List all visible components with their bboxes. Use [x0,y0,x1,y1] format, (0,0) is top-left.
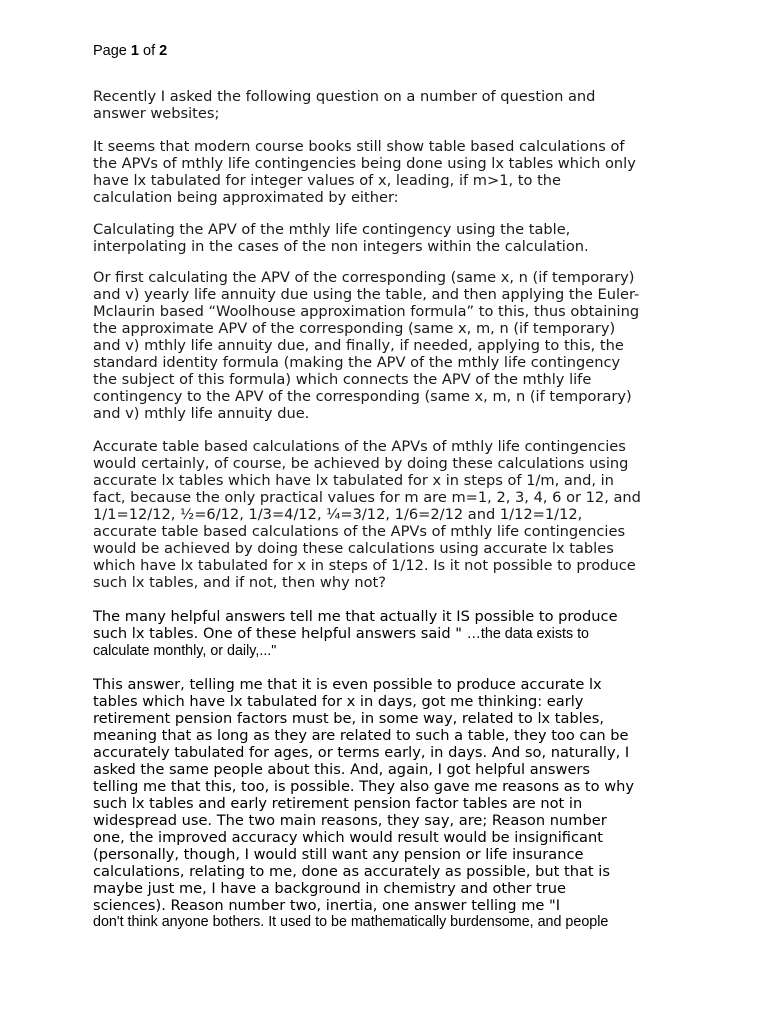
total-pages-number: 2 [159,43,168,59]
paragraph-early-retirement: This answer, telling me that it is even possible to produce accurate lx tables which have lx tabulated for x in days, got me thinking: early retirement pension factors must be, in some way, related to lx tables, meaning that as long as they are related to such a table, they too can be accurately tabulated for ages, or terms early, in days. And so, naturally, I asked the same people about this. And, again, I got helpful answers telling me that this, too, is possible. They also gave me reasons as to why such lx tables and early retirement pension factor tables are not in widespread use. The two main reasons, they say, are; Reason number one, the improved accuracy which would result would be insignificant (personally, though, I would still want any pension or life insurance calculations, relating to me, done as accurately as possible, but that is maybe just me, I have a background in chemistry and other true sciences). Reason number two, inertia, one answer telling me "I don't think anyone bothers. It used to be mathematically burdensome, and people [93,676,683,931]
quoted-answer-continued: calculate monthly, or daily,..." [93,643,277,659]
page-word: Page [93,43,131,59]
current-page-number: 1 [130,43,139,59]
quoted-answer-two: don't think anyone bothers. It used to be mathematically burdensome, and people [93,914,609,930]
quoted-answer: …the data exists to [466,626,589,642]
of-word: of [138,43,160,59]
paragraph-question: It seems that modern course books still show table based calculations of the APVs of mthly life contingencies being done using lx tables which only have lx tabulated for integer values of x, leading, if m>1, to the calculation being approximated by either: [93,138,636,206]
paragraph-intro: Recently I asked the following question on a number of question and answer websites; [93,88,596,122]
paragraph-method-two: Or first calculating the APV of the corresponding (same x, n (if temporary) and v) yearly life annuity due using the table, and then applying the Euler- Mclaurin based “Woolhouse approximation formula” to this, thus obtaining the approximate APV of the corresponding (same x, m, n (if temporary) and v) mthly life annuity due, and finally, if needed, applying to this, the standard identity formula (making the APV of the mthly life contingency the subject of this formula) which connects the APV of the mthly life contingency to the APV of the corresponding (same x, m, n (if temporary) and v) mthly life annuity due. [93,269,640,422]
paragraph-method-one: Calculating the APV of the mthly life contingency using the table, interpolating in the cases of the non integers within the calculation. [93,221,589,255]
paragraph-accurate-tables: Accurate table based calculations of the APVs of mthly life contingencies would certainly, of course, be achieved by doing these calculations using accurate lx tables which have lx tabulated for x in steps of 1/m, and, in fact, because the only practical values for m are m=1, 2, 3, 4, 6 or 12, and 1/1=12/12, ½=6/12, 1/3=4/12, ¼=3/12, 1/6=2/12 and 1/12=1/12, accurate table based calculations of the APVs of mthly life contingencies would be achieved by doing these calculations using accurate lx tables which have lx tabulated for x in steps of 1/12. Is it not possible to produce such lx tables, and if not, then why not? [93,438,641,591]
page-indicator [93,43,167,59]
paragraph-helpful-answers: The many helpful answers tell me that actually it IS possible to produce such lx tables. One of these helpful answers said " …the data exists to calculate monthly, or daily,..." [93,608,683,660]
